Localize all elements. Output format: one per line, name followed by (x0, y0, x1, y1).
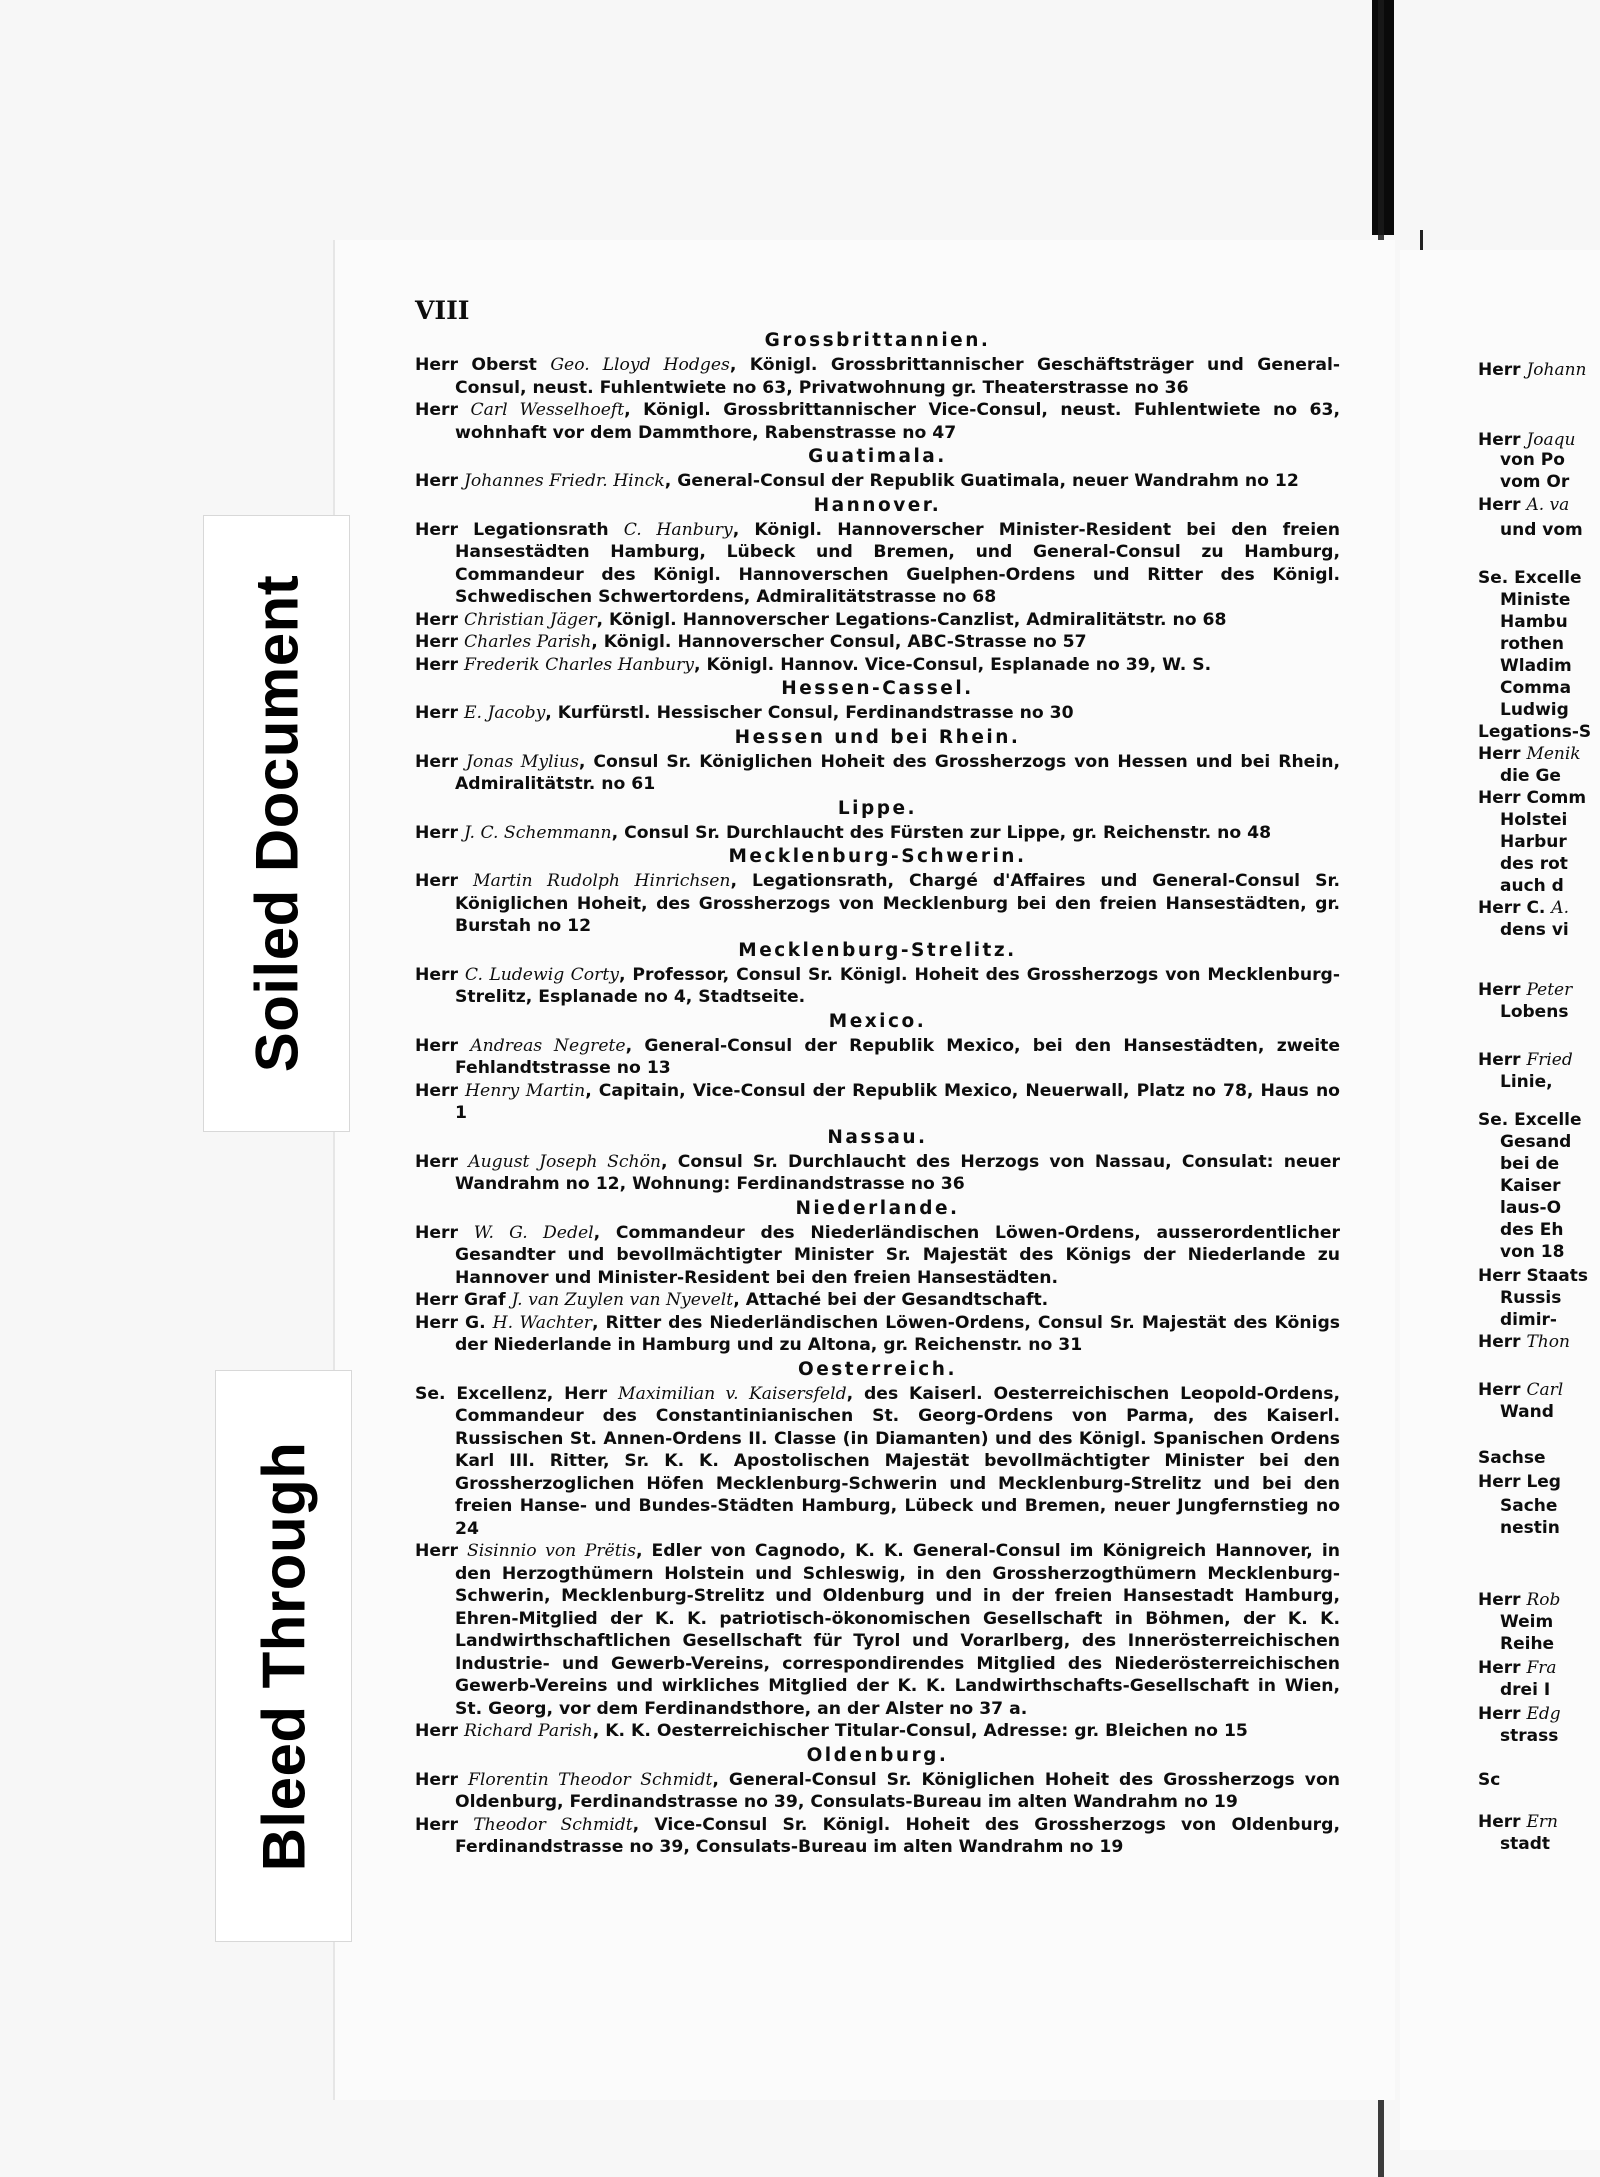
entry-name: Florentin Theodor Schmidt (467, 1769, 713, 1790)
right-page-line: Wand (1500, 1402, 1554, 1422)
entry-prefix: Herr (415, 1769, 468, 1790)
bleed-through-text: Bleed Through (250, 1441, 317, 1871)
soiled-document-text: Soiled Document (243, 574, 310, 1073)
bleed-through-label (215, 1370, 352, 1942)
page-number: VIII (415, 296, 470, 325)
directory-entry (415, 751, 1340, 796)
directory-entry (415, 654, 1340, 677)
right-page-line: auch d (1500, 876, 1564, 896)
entry-text: , Ritter des Niederländischen Löwen-Ordens, Consul Sr. Majestät des Königs der Niederlande in Hamburg und zu Altona, gr. Reichenstr. no 31 (455, 1312, 1340, 1355)
entry-prefix: Herr (415, 751, 466, 772)
entry-name: C. Ludewig Corty (464, 964, 619, 985)
directory-entry (415, 1383, 1340, 1541)
right-page-line: Lobens (1500, 1002, 1569, 1022)
entry-text: , Consul Sr. Durchlaucht des Herzogs von Nassau, Consulat: neuer Wandrahm no 12, Wohnung: Ferdinandstrasse no 36 (455, 1151, 1340, 1194)
entry-text: , Consul Sr. Königlichen Hoheit des Grossherzogs von Hessen und bei Rhein, Admiralitätstr. no 61 (455, 751, 1340, 794)
entry-name: Martin Rudolph Hinrichsen (473, 871, 731, 891)
right-page-line: Linie, (1500, 1072, 1553, 1092)
right-page-line: stadt (1500, 1834, 1551, 1854)
section-title: Oldenburg. (806, 1744, 949, 1766)
directory-entry (415, 1289, 1340, 1312)
entry-name: Geo. Lloyd Hodges (550, 355, 730, 375)
entry-text: , K. K. Oesterreichischer Titular-Consul, Adresse: gr. Bleichen no 15 (592, 1721, 1248, 1741)
section-title: Hessen und bei Rhein. (734, 726, 1021, 748)
entry-text: , Consul Sr. Durchlaucht des Fürsten zur Lippe, gr. Reichenstr. no 48 (611, 822, 1272, 843)
directory-entry (415, 1222, 1340, 1290)
right-page-line: strass (1500, 1726, 1559, 1746)
soiled-document-label (203, 515, 350, 1132)
directory-entry (415, 870, 1340, 938)
section-title: Oesterreich. (798, 1358, 957, 1380)
entry-prefix: Herr (415, 1541, 468, 1561)
right-page-line: Herr Fra (1478, 1658, 1557, 1678)
directory-entry (415, 631, 1340, 654)
entry-prefix: Herr (415, 632, 464, 652)
section-title: Lippe. (837, 797, 918, 819)
entry-name: C. Hanbury (623, 519, 733, 540)
right-page-line: Sc (1478, 1770, 1501, 1790)
entry-prefix: Herr (415, 964, 465, 985)
entry-name: Jonas Mylius (465, 751, 579, 772)
right-page-line: und vom (1500, 520, 1583, 540)
right-page-line: dens vi (1500, 920, 1569, 940)
entry-text: , Königl. Hannov. Vice-Consul, Esplanade no 39, W. S. (694, 654, 1212, 675)
right-page-line: Herr Carl (1478, 1380, 1564, 1400)
entry-prefix: Herr Graf (415, 1290, 512, 1310)
right-page-line: laus-O (1500, 1198, 1562, 1218)
entry-prefix: Herr (415, 822, 464, 843)
directory-entry (415, 964, 1340, 1009)
right-page-line: bei de (1500, 1154, 1560, 1174)
directory-content (415, 328, 1340, 1859)
right-page-line: Herr Ern (1478, 1812, 1558, 1832)
right-page-line: Herr Comm (1478, 788, 1587, 808)
section-title: Hannover. (813, 494, 942, 516)
entry-name: Sisinnio von Prëtis (467, 1541, 636, 1561)
right-page-line: von Po (1500, 450, 1565, 470)
directory-entry (415, 1151, 1340, 1196)
section-title: Niederlande. (795, 1197, 960, 1219)
right-page-line: Kaiser (1500, 1176, 1561, 1196)
directory-entry (415, 470, 1340, 493)
entry-prefix: Herr (415, 1222, 474, 1243)
right-page-line: Herr Rob (1478, 1590, 1561, 1610)
right-page-line: Ludwig (1500, 700, 1569, 720)
directory-entry (415, 1814, 1340, 1859)
right-page-line: des Eh (1500, 1220, 1564, 1240)
right-page-line: Sachse (1478, 1448, 1546, 1468)
directory-entry (415, 519, 1340, 609)
directory-entry (415, 1035, 1340, 1080)
right-page-line: nestin (1500, 1518, 1560, 1538)
entry-name: Charles Parish (463, 632, 592, 652)
entry-prefix: Herr (415, 471, 464, 491)
right-page-line: Se. Excelle (1478, 568, 1582, 588)
entry-name: Frederik Charles Hanbury (463, 654, 695, 675)
right-page-line: Comma (1500, 678, 1572, 698)
entry-prefix: Herr Oberst (415, 355, 551, 375)
entry-name: W. G. Dedel (473, 1222, 594, 1243)
entry-name: E. Jacoby (463, 703, 546, 723)
entry-prefix: Herr (415, 703, 464, 723)
entry-text: , Königl. Hannoverscher Consul, ABC-Strasse no 57 (591, 632, 1087, 652)
entry-prefix: Herr (415, 1814, 474, 1835)
entry-text: , General-Consul Sr. Königlichen Hoheit des Grossherzogs von Oldenburg, Ferdinandstrasse no 39, Consulats-Bureau im alten Wandrahm no 19 (455, 1769, 1340, 1812)
entry-text: , Königl. Grossbrittannischer Vice-Consul, neust. Fuhlentwiete no 63, wohnhaft vor dem Dammthore, Rabenstrasse no 47 (455, 400, 1340, 443)
entry-text: , Kurfürstl. Hessischer Consul, Ferdinandstrasse no 30 (545, 703, 1074, 723)
entry-text: , Commandeur des Niederländischen Löwen-Ordens, ausserordentlicher Gesandter und bevollmächtigter Minister Sr. Majestät des Königs der Niederlande zu Hannover und Minister-Resident bei den freien Hansestädten. (455, 1222, 1340, 1288)
entry-text: , Legationsrath, Chargé d'Affaires und General-Consul Sr. Königlichen Hoheit, des Grossherzogs von Mecklenburg bei den freien Hansestädten, gr. Burstah no 12 (455, 871, 1341, 936)
right-page-line: Reihe (1500, 1634, 1555, 1654)
right-page-line: Russis (1500, 1288, 1562, 1308)
entry-prefix: Herr Legationsrath (415, 519, 624, 540)
directory-entry (415, 1720, 1340, 1743)
entry-prefix: Herr (415, 1721, 464, 1741)
entry-prefix: Herr (415, 1080, 466, 1101)
entry-name: Henry Martin (465, 1080, 586, 1101)
right-page-line: des rot (1500, 854, 1568, 874)
right-page-line: vom Or (1500, 472, 1570, 492)
entry-name: J. van Zuylen van Nyevelt (511, 1290, 734, 1310)
section-title: Mecklenburg-Strelitz. (738, 939, 1017, 961)
entry-text: , des Kaiserl. Oesterreichischen Leopold-Ordens, Commandeur des Constantinianischen St. Georg-Ordens von Parma, des Kaiserl. Russischen St. Annen-Ordens II. Classe (in Diamanten) und des Königl. Spanischen Ordens Karl III. Ritter, Sr. K. K. Apostolischen Majestät bevollmächtigter Minister bei den Grossherzoglichen Höfen Mecklenburg-Schwerin und Mecklenburg-Strelitz und bei den freien Hanse- und Bundes-Städten Hamburg, Lübeck und Bremen, neuer Jungfernstieg no 24 (455, 1383, 1340, 1539)
right-page-line: Herr Staats (1478, 1266, 1589, 1286)
entry-name: Carl Wesselhoeft (470, 400, 625, 420)
right-page-line: Herr Fried (1478, 1050, 1573, 1070)
right-page-line: Holstei (1500, 810, 1568, 830)
right-page-line: Herr Thon (1478, 1332, 1570, 1352)
entry-prefix: Herr (415, 400, 471, 420)
right-page-line: rothen (1500, 634, 1564, 654)
directory-entry (415, 1312, 1340, 1357)
section-title: Hessen-Cassel. (781, 678, 974, 699)
entry-text: , Vice-Consul Sr. Königl. Hoheit des Grossherzogs von Oldenburg, Ferdinandstrasse no 39, Consulats-Bureau im alten Wandrahm no 19 (455, 1814, 1340, 1857)
entry-name: August Joseph Schön (468, 1151, 661, 1172)
right-page-line: von 18 (1500, 1242, 1565, 1262)
right-page-line: Hambu (1500, 612, 1568, 632)
right-page-line: dimir- (1500, 1310, 1557, 1330)
right-page-line: Herr Edg (1478, 1704, 1561, 1724)
right-page-line: Herr Leg (1478, 1472, 1561, 1492)
entry-name: Richard Parish (463, 1721, 593, 1741)
right-page-line: Sache (1500, 1496, 1558, 1516)
entry-name: Maximilian v. Kaisersfeld (618, 1383, 847, 1404)
right-page-line: Ministe (1500, 590, 1571, 610)
right-page-line: Herr A. va (1478, 495, 1570, 515)
section-title: Guatimala. (808, 446, 947, 467)
entry-name: Christian Jäger (463, 609, 597, 630)
entry-prefix: Herr (415, 1151, 469, 1172)
right-page-line: Gesand (1500, 1132, 1572, 1152)
entry-prefix: Herr G. (415, 1312, 493, 1333)
entry-text: , Professor, Consul Sr. Königl. Hoheit des Grossherzogs von Mecklenburg-Strelitz, Esplanade no 4, Stadtseite. (455, 964, 1340, 1007)
entry-prefix: Se. Excellenz, Herr (415, 1383, 619, 1404)
section-title: Grossbrittannien. (764, 330, 991, 351)
directory-entry (415, 1080, 1340, 1125)
directory-entry (415, 609, 1340, 632)
directory-entry (415, 822, 1340, 845)
entry-prefix: Herr (415, 1035, 471, 1056)
right-page-line: Herr Joaqu (1478, 430, 1576, 450)
entry-name: Theodor Schmidt (473, 1814, 633, 1835)
entry-text: , General-Consul der Republik Mexico, bei den Hansestädten, zweite Fehlandtstrasse no 13 (455, 1035, 1340, 1078)
entry-text: , Königl. Hannoverscher Minister-Resident bei den freien Hansestädten Hamburg, Lübeck und Bremen, und General-Consul zu Hamburg, Commandeur des Königl. Hannoverschen Guelphen-Ordens und Ritter des Königl. Schwedischen Schwertordens, Admiralitätstrasse no 68 (455, 519, 1340, 607)
entry-name: Johannes Friedr. Hinck (463, 471, 665, 491)
right-page-line: drei I (1500, 1680, 1551, 1700)
entry-text: , General-Consul der Republik Guatimala, neuer Wandrahm no 12 (664, 471, 1299, 491)
entry-text: , Attaché bei der Gesandtschaft. (733, 1290, 1049, 1310)
directory-entry (415, 702, 1340, 725)
entry-name: J. C. Schemmann (463, 822, 612, 843)
right-page-line: Herr Menik (1478, 744, 1581, 764)
entry-text: , Königl. Hannoverscher Legations-Canzlist, Admiralitätstr. no 68 (596, 609, 1227, 630)
directory-entry (415, 399, 1340, 444)
right-page-fragment (1400, 250, 1600, 2150)
entry-name: H. Wachter (492, 1312, 592, 1333)
right-page-line: Legations-S (1478, 722, 1592, 742)
directory-entry (415, 1540, 1340, 1720)
section-title: Nassau. (827, 1126, 928, 1148)
entry-text: , Edler von Cagnodo, K. K. General-Consul im Königreich Hannover, in den Herzogthümern Holstein und Schleswig, in den Grossherzogthümern Mecklenburg-Schwerin, Mecklenburg-Strelitz und Oldenburg und in der freien Hansestadt Hamburg, Ehren-Mitglied der K. K. patriotisch-ökonomischen Gesellschaft in Böhmen, der K. K. Landwirthschaftlichen Gesellschaft für Tyrol und Vorarlberg, des Innerösterreichischen Industrie- und Gewerb-Vereins, correspondirendes Mitglied des Niederösterreichischen Gewerb-Vereins und wirkliches Mitglied der K. K. Landwirthschafts-Gesellschaft in Wien, St. Georg, vor dem Ferdinandsthore, an der Alster no 37 a. (455, 1541, 1340, 1719)
directory-entry (415, 354, 1340, 399)
right-page-line: Se. Excelle (1478, 1110, 1582, 1130)
right-page-line: Wladim (1500, 656, 1572, 676)
entry-prefix: Herr (415, 654, 464, 675)
right-page-line: Harbur (1500, 832, 1567, 852)
right-page-line: Herr Johann (1478, 360, 1587, 380)
section-title: Mecklenburg-Schwerin. (728, 846, 1027, 867)
entry-text: , Königl. Grossbrittannischer Geschäftsträger und General-Consul, neust. Fuhlentwiete no 63, Privatwohnung gr. Theaterstrasse no 36 (455, 355, 1341, 398)
right-page-line: Weim (1500, 1612, 1554, 1632)
entry-name: Andreas Negrete (470, 1035, 626, 1056)
right-page-line: Herr Peter (1478, 980, 1573, 1000)
directory-entry (415, 1769, 1340, 1814)
entry-prefix: Herr (415, 609, 464, 630)
left-page (335, 240, 1395, 2100)
entry-prefix: Herr (415, 871, 474, 891)
entry-text: , Capitain, Vice-Consul der Republik Mexico, Neuerwall, Platz no 78, Haus no 1 (455, 1080, 1340, 1123)
section-title: Mexico. (828, 1010, 927, 1032)
right-page-line: Herr C. A. (1478, 898, 1569, 918)
right-page-line: die Ge (1500, 766, 1561, 786)
